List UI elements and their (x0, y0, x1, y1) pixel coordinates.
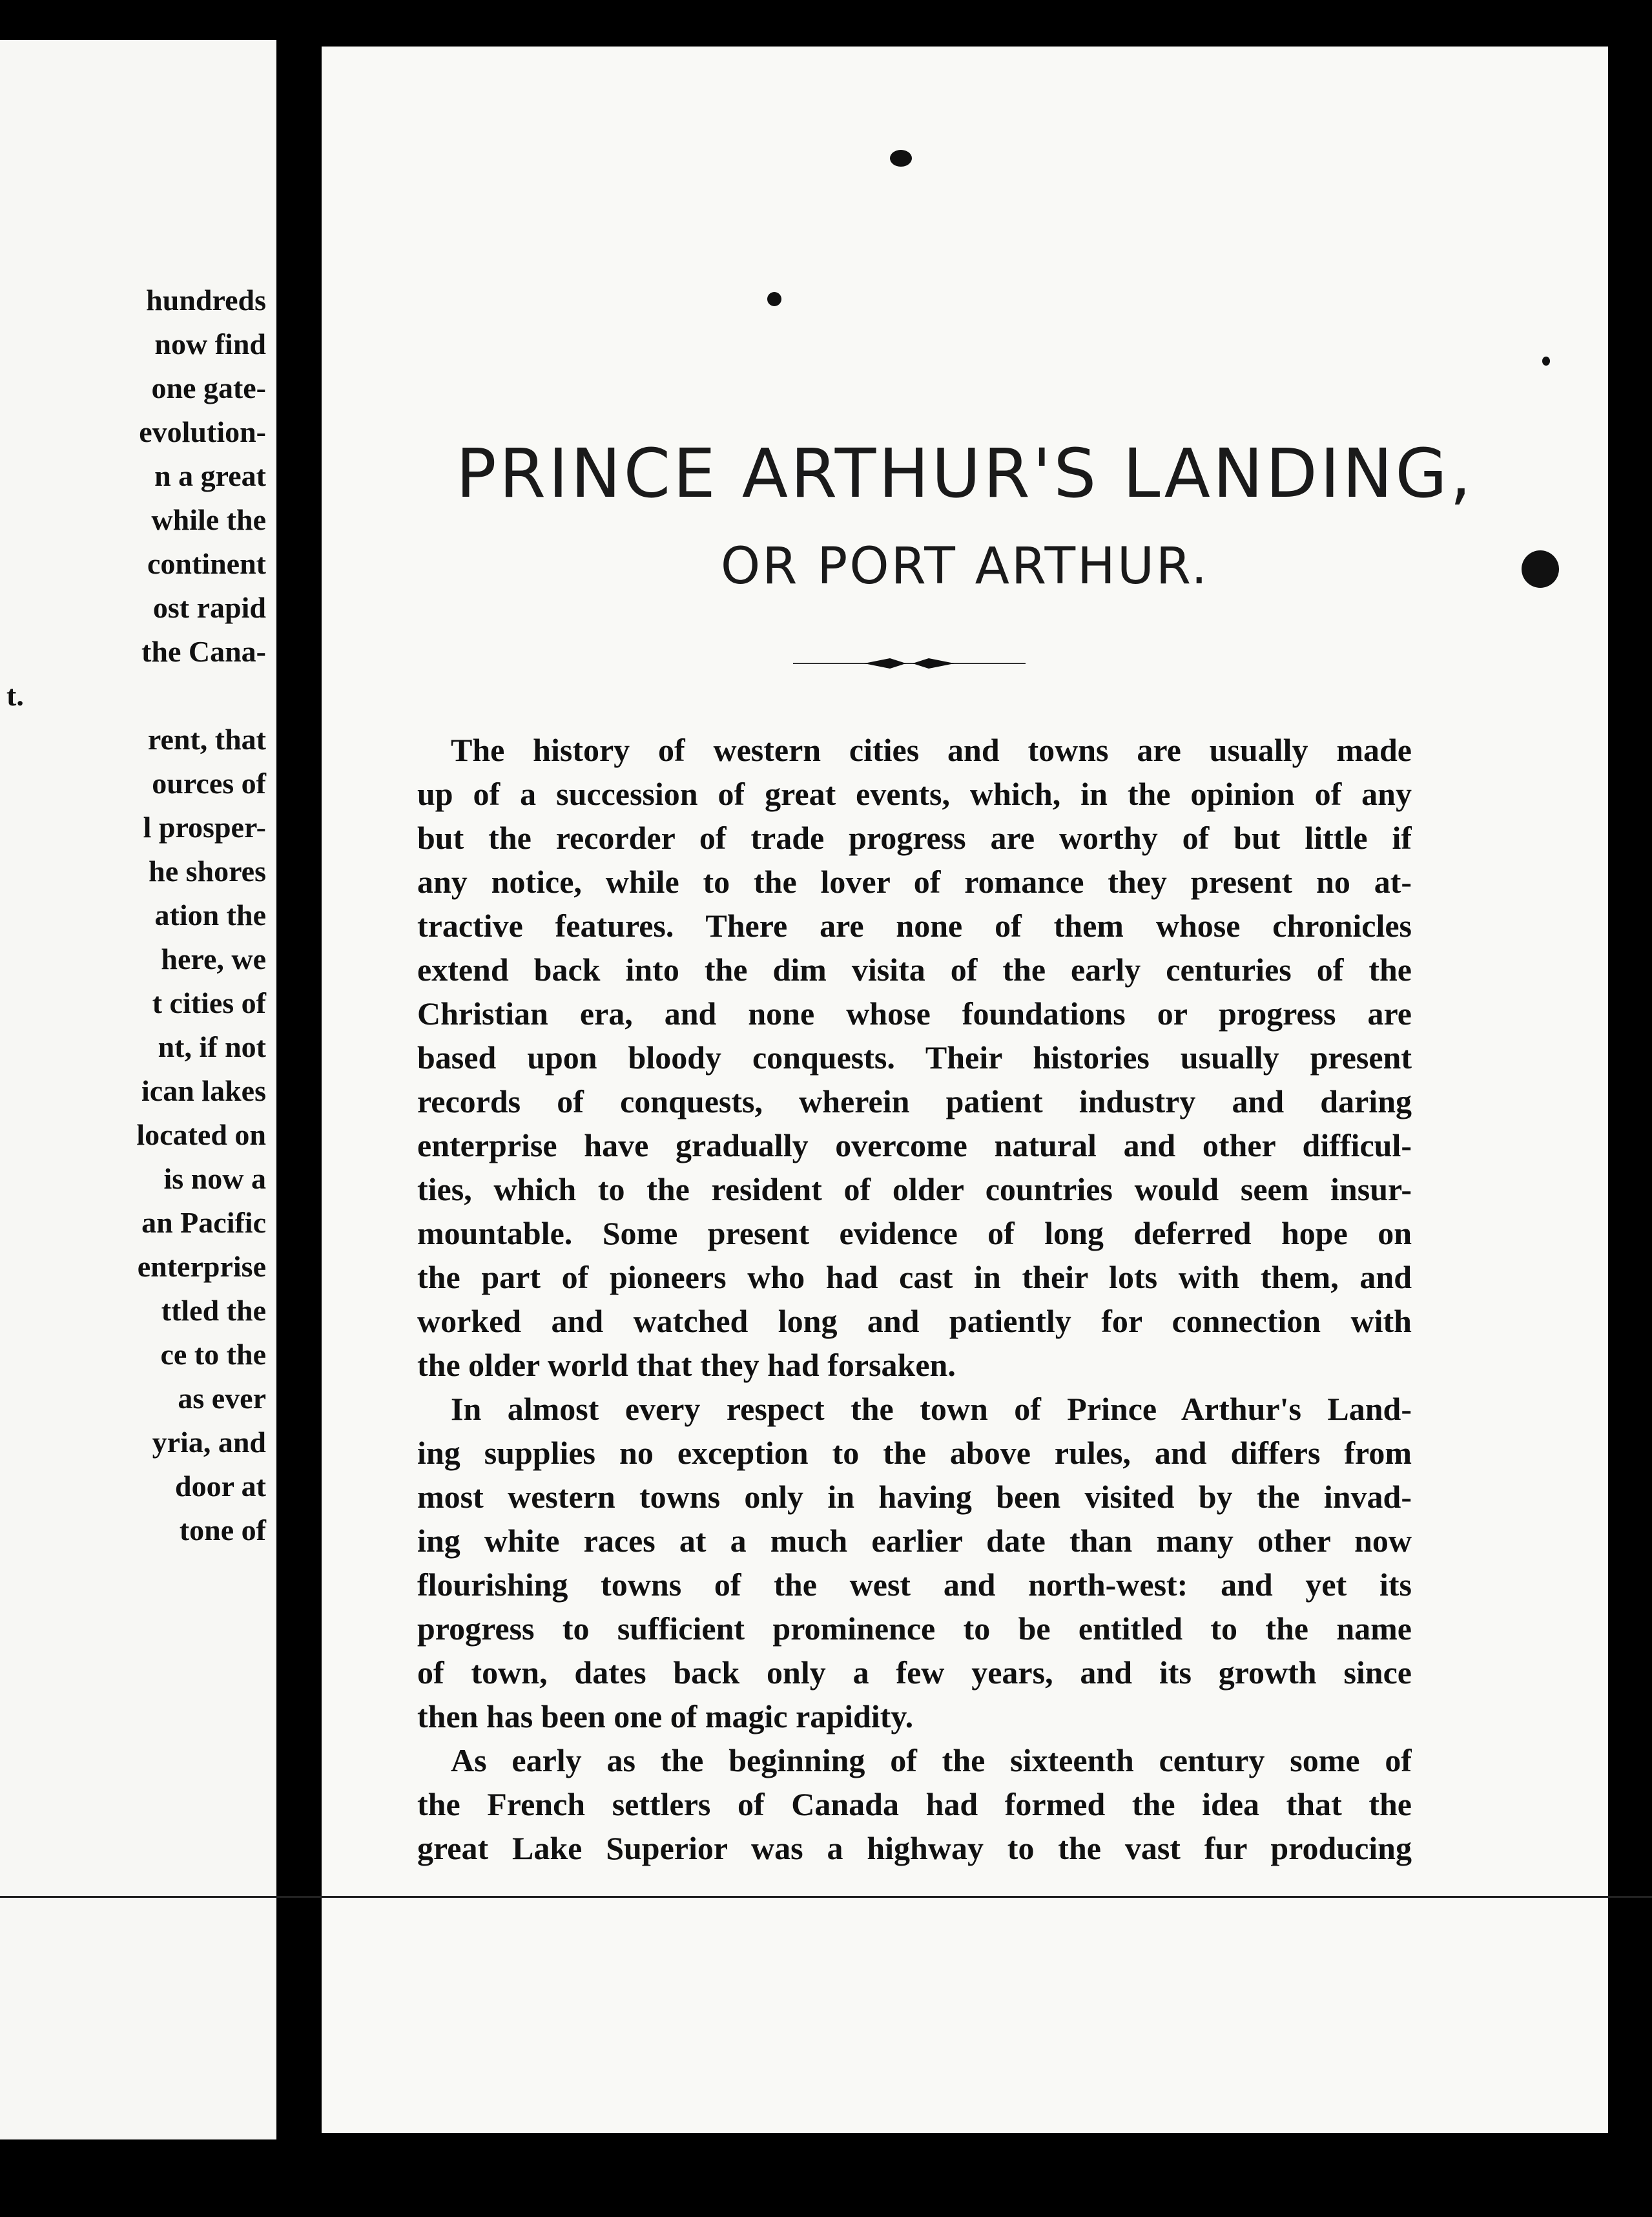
left-line: continent (147, 547, 266, 580)
left-line: rent, that (147, 723, 266, 756)
body-line: any notice, while to the lover of romance they present no at- (417, 864, 1412, 900)
body-line: ties, which to the resident of older countries would seem insur- (417, 1171, 1412, 1207)
left-line: is now a (163, 1162, 266, 1195)
book-gutter (276, 0, 322, 2217)
left-line: ican lakes (141, 1074, 266, 1107)
left-line: ttled the (161, 1294, 266, 1327)
scan-rule-line (0, 1896, 1652, 1898)
left-line: ources of (152, 767, 266, 800)
left-line: t cities of (152, 986, 266, 1019)
body-line: progress to sufficient prominence to be entitled to the name (417, 1610, 1412, 1647)
body-line: As early as the beginning of the sixteenth century some of (451, 1742, 1412, 1778)
left-line: the Cana- (141, 635, 266, 668)
ink-blot (1522, 550, 1559, 588)
left-line: yria, and (152, 1426, 266, 1459)
left-line: hundreds (146, 284, 266, 317)
page-subtitle: OR PORT ARTHUR. (720, 537, 1210, 596)
left-line: evolution- (139, 415, 266, 448)
body-line: ing supplies no exception to the above rules, and differs from (417, 1435, 1412, 1471)
body-line: records of conquests, wherein patient industry and daring (417, 1083, 1412, 1119)
body-line: In almost every respect the town of Prince Arthur's Land- (451, 1391, 1412, 1427)
body-line: flourishing towns of the west and north-west: and yet its (417, 1566, 1412, 1603)
body-line: of town, dates back only a few years, and its growth since (417, 1654, 1412, 1691)
left-line: tone of (179, 1514, 266, 1546)
left-line: door at (175, 1470, 266, 1503)
left-line: while the (151, 503, 266, 536)
left-line: t. (6, 679, 24, 712)
left-line: located on (136, 1118, 266, 1151)
body-line: extend back into the dim visita of the early centuries of the (417, 952, 1412, 988)
body-line: great Lake Superior was a highway to the vast fur producing (417, 1830, 1412, 1866)
ink-blot (890, 150, 912, 167)
body-line: up of a succession of great events, which, in the opinion of any (417, 776, 1412, 812)
body-line: but the recorder of trade progress are worthy of but little if (417, 820, 1412, 856)
page-title: PRINCE ARTHUR'S LANDING, (456, 434, 1474, 513)
body-line: the older world that they had forsaken. (417, 1347, 956, 1383)
left-line: enterprise (137, 1250, 266, 1283)
ink-blot (1542, 357, 1550, 366)
body-line: then has been one of magic rapidity. (417, 1698, 914, 1734)
left-line: now find (154, 328, 266, 360)
ornament-divider (793, 654, 1026, 673)
left-line: here, we (161, 942, 266, 975)
body-line: Christian era, and none whose foundations or progress are (417, 995, 1412, 1032)
ink-blot (767, 292, 781, 306)
left-page (0, 40, 276, 2139)
left-line: as ever (178, 1382, 266, 1415)
body-line: based upon bloody conquests. Their histories usually present (417, 1039, 1412, 1076)
body-line: enterprise have gradually overcome natural and other difficul- (417, 1127, 1412, 1163)
body-line: mountable. Some present evidence of long deferred hope on (417, 1215, 1412, 1251)
left-line: nt, if not (158, 1030, 266, 1063)
body-line: The history of western cities and towns are usually made (451, 732, 1412, 768)
body-line: the part of pioneers who had cast in their lots with them, and (417, 1259, 1412, 1295)
left-line: ation the (154, 899, 266, 932)
left-line: ost rapid (152, 591, 266, 624)
body-line: ing white races at a much earlier date than many other now (417, 1523, 1412, 1559)
left-line: n a great (154, 459, 266, 492)
right-page (322, 47, 1608, 2133)
body-line: tractive features. There are none of them whose chronicles (417, 908, 1412, 944)
left-line: l prosper- (143, 811, 266, 844)
left-line: ce to the (160, 1338, 266, 1371)
left-line: an Pacific (141, 1206, 266, 1239)
left-line: one gate- (151, 371, 266, 404)
body-line: most western towns only in having been visited by the invad- (417, 1479, 1412, 1515)
left-line: he shores (149, 855, 266, 888)
body-line: the French settlers of Canada had formed the idea that the (417, 1786, 1412, 1822)
body-line: worked and watched long and patiently for connection with (417, 1303, 1412, 1339)
